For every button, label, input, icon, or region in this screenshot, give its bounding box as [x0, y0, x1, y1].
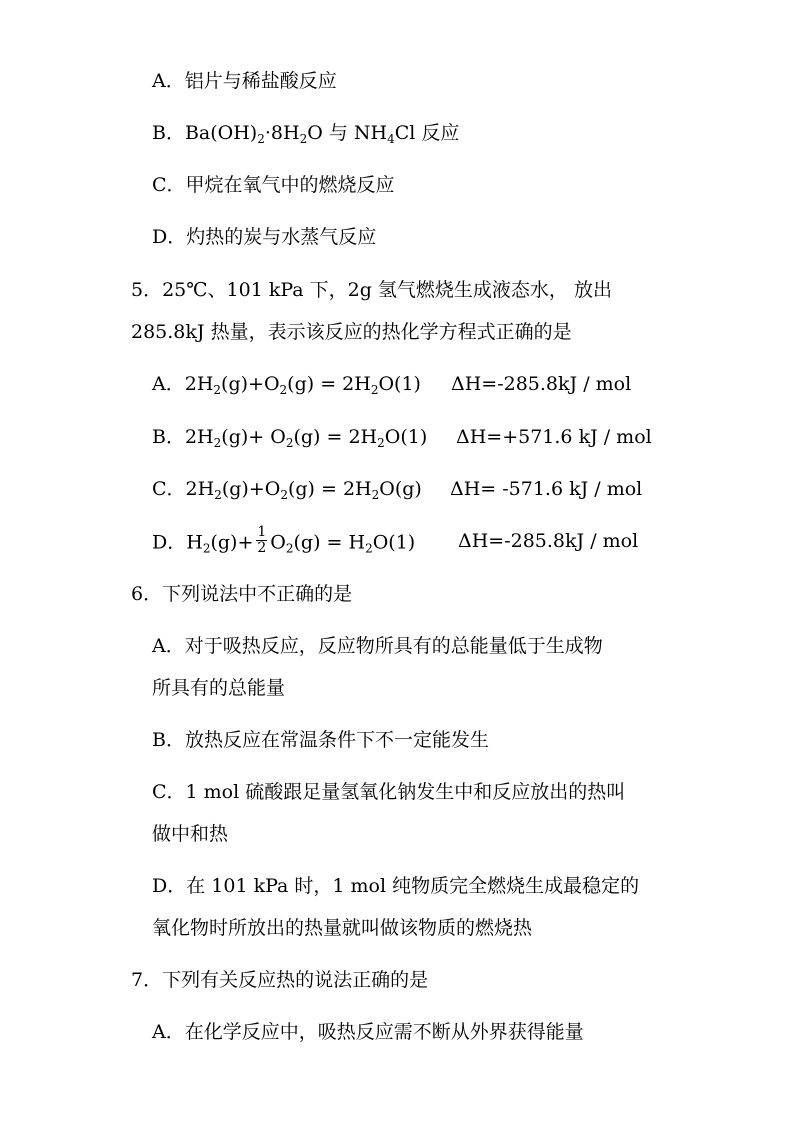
q4-option-c: C．甲烷在氧气中的燃烧反应	[152, 174, 395, 196]
q6-option-d-line2: 氧化物时所放出的热量就叫做该物质的燃烧热	[152, 917, 533, 939]
fraction-one-half: $\frac{1}{2}$	[257, 524, 267, 556]
q6-option-c-line1: C．1 mol 硫酸跟足量氢氧化钠发生中和反应放出的热叫	[152, 781, 626, 803]
q4-option-d: D．灼热的炭与水蒸气反应	[152, 226, 377, 248]
q5-stem-line2: 285.8kJ 热量，表示该反应的热化学方程式正确的是	[131, 321, 572, 343]
q7-stem: 7．下列有关反应热的说法正确的是	[131, 969, 429, 991]
q6-option-a-line1: A．对于吸热反应，反应物所具有的总能量低于生成物	[152, 635, 603, 657]
q7-option-a: A．在化学反应中，吸热反应需不断从外界获得能量	[152, 1021, 584, 1043]
q6-option-a-line2: 所具有的总能量	[152, 677, 286, 699]
q5-option-d-equation: D．$H_2(g)+$ $\frac{1}{2}$ $O_2(g) = H_2O(1)$	[152, 524, 416, 556]
q5-option-a-equation: A．$2H_2(g)+O_2(g) = 2H_2O(1)$	[152, 373, 421, 397]
q5-stem-line1: 5．25℃、101 kPa 下，2g 氢气燃烧生成液态水， 放出	[131, 279, 612, 301]
q5-option-d-delta-h: ΔH=-285.8kJ / mol	[458, 530, 639, 552]
q6-stem: 6．下列说法中不正确的是	[131, 583, 353, 605]
q6-option-c-line2: 做中和热	[152, 823, 229, 845]
q5-option-b-delta-h: ΔH=+571.6 kJ / mol	[456, 426, 652, 448]
q5-option-b-equation: B．$2H_2(g)+ O_2(g) = 2H_2O(1)$	[152, 426, 428, 450]
q6-option-d-line1: D．在 101 kPa 时，1 mol 纯物质完全燃烧生成最稳定的	[152, 875, 640, 897]
q5-option-a-delta-h: ΔH=-285.8kJ / mol	[451, 373, 632, 395]
q5-option-c-delta-h: ΔH= -571.6 kJ / mol	[450, 478, 643, 500]
q6-option-b: B．放热反应在常温条件下不一定能发生	[152, 729, 489, 751]
q5-option-c-equation: C．$2H_2(g)+O_2(g) = 2H_2O(g)$	[152, 478, 422, 502]
q4-option-a: A．铝片与稀盐酸反应	[152, 70, 337, 92]
q4-option-b: B．$Ba(OH)_2\cdot 8H_2O$ 与 $NH_4Cl$ 反应	[152, 122, 460, 146]
